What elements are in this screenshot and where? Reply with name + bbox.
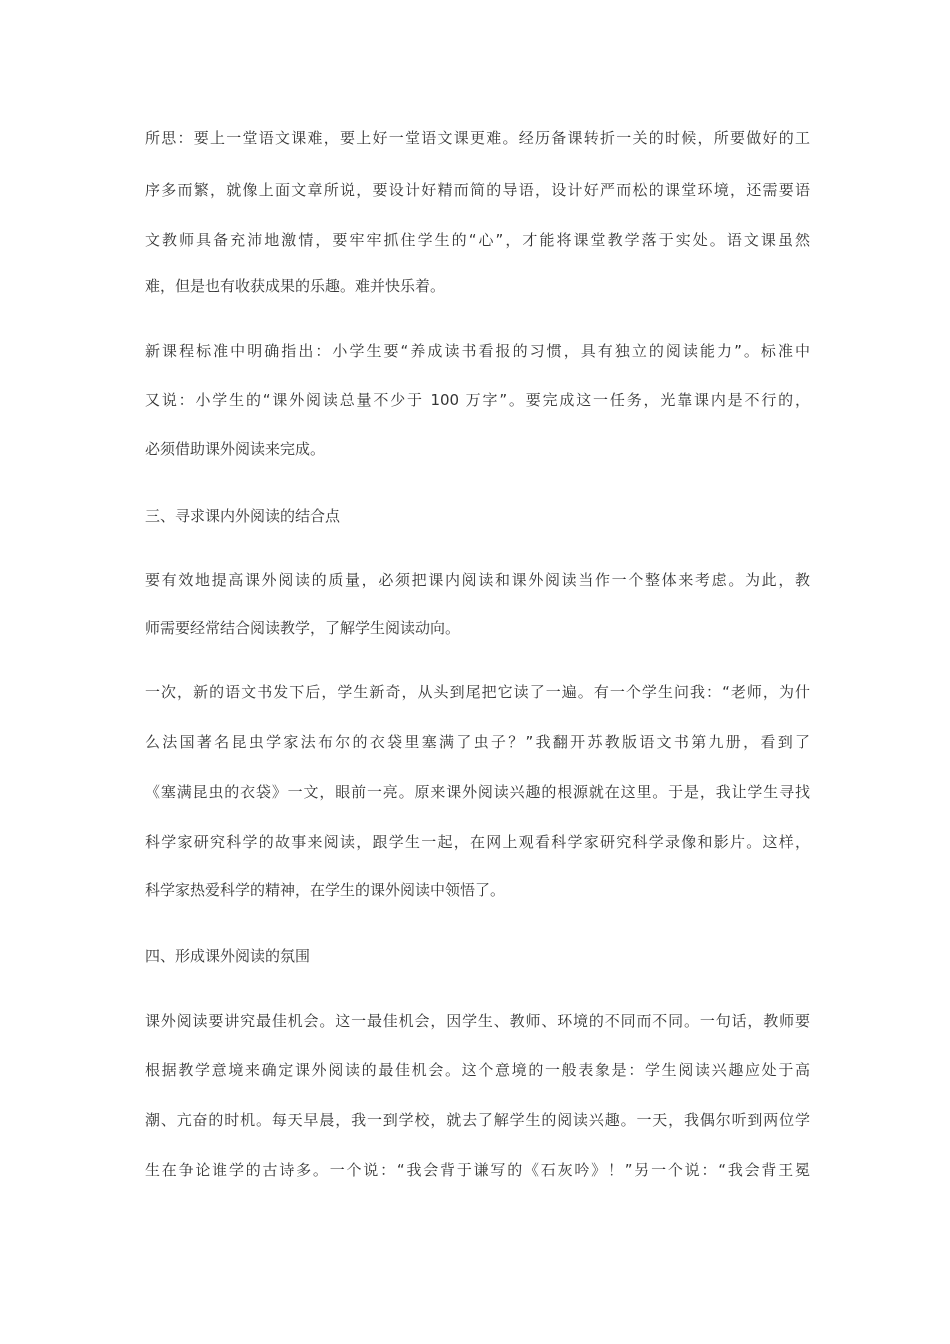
paragraph-line: 《塞满昆虫的衣袋》一文，眼前一亮。原来课外阅读兴趣的根源就在这里。于是，我让学生寻找 xyxy=(145,783,810,801)
paragraph-line: 科学家热爱科学的精神，在学生的课外阅读中领悟了。 xyxy=(145,881,506,899)
paragraph-line: 一次，新的语文书发下后，学生新奇，从头到尾把它读了一遍。有一个学生问我：“老师，为什 xyxy=(145,683,810,701)
paragraph-line: 科学家研究科学的故事来阅读，跟学生一起，在网上观看科学家研究科学录像和影片。这样， xyxy=(145,833,810,851)
paragraph-line: 要有效地提高课外阅读的质量，必须把课内阅读和课外阅读当作一个整体来考虑。为此，教 xyxy=(145,571,810,589)
paragraph-line: 么法国著名昆虫学家法布尔的衣袋里塞满了虫子？”我翻开苏教版语文书第九册，看到了 xyxy=(145,733,810,751)
paragraph-line: 所思：要上一堂语文课难，要上好一堂语文课更难。经历备课转折一关的时候，所要做好的工 xyxy=(145,129,810,147)
section-heading: 三、寻求课内外阅读的结合点 xyxy=(145,507,341,525)
paragraph-line: 课外阅读要讲究最佳机会。这一最佳机会，因学生、教师、环境的不同而不同。一句话，教师要 xyxy=(145,1012,810,1030)
paragraph-line: 又说：小学生的“课外阅读总量不少于 100 万字”。要完成这一任务，光靠课内是不行的， xyxy=(145,391,810,409)
paragraph-line: 生在争论谁学的古诗多。一个说：“我会背于谦写的《石灰吟》！”另一个说：“我会背王冕 xyxy=(145,1161,810,1179)
paragraph-line: 难，但是也有收获成果的乐趣。难并快乐着。 xyxy=(145,277,446,295)
paragraph-line: 文教师具备充沛地激情，要牢牢抓住学生的“心”，才能将课堂教学落于实处。语文课虽然 xyxy=(145,231,810,249)
paragraph-line: 潮、亢奋的时机。每天早晨，我一到学校，就去了解学生的阅读兴趣。一天，我偶尔听到两位学 xyxy=(145,1111,810,1129)
paragraph-line: 根据教学意境来确定课外阅读的最佳机会。这个意境的一般表象是：学生阅读兴趣应处于高 xyxy=(145,1061,810,1079)
paragraph-line: 师需要经常结合阅读教学，了解学生阅读动向。 xyxy=(145,619,461,637)
section-heading: 四、形成课外阅读的氛围 xyxy=(145,947,311,965)
paragraph-line: 必须借助课外阅读来完成。 xyxy=(145,440,326,458)
paragraph-line: 序多而繁，就像上面文章所说，要设计好精而简的导语，设计好严而松的课堂环境，还需要语 xyxy=(145,181,810,199)
paragraph-line: 新课程标准中明确指出：小学生要“养成读书看报的习惯，具有独立的阅读能力”。标准中 xyxy=(145,342,810,360)
